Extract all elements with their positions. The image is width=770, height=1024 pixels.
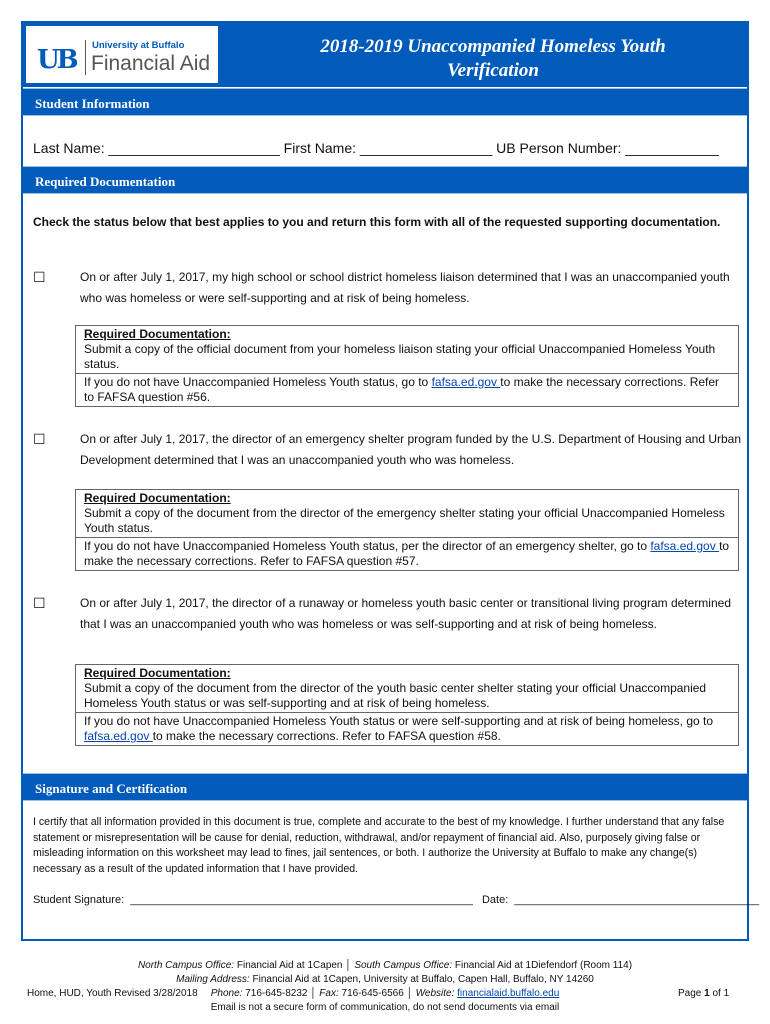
option-text: On or after July 1, 2017, the director of a runaway or homeless youth basic center or transitional living program determined that I was an unaccompanied youth who was homeless or was self-supporting and at risk of being homeless. [80, 596, 731, 631]
required-doc-box: Required Documentation: Submit a copy of the official document from your homeless liaison stating your official Unaccompanied Homeless Youth status. If you do not have Unaccompanied Homeless Youth status, go to fafsa.ed.gov to make the necessary corrections. Refer to FAFSA question #56. [75, 325, 739, 407]
header [23, 23, 747, 87]
website-link[interactable]: financialaid.buffalo.edu [457, 988, 560, 999]
required-doc-box: Required Documentation: Submit a copy of the document from the director of the emergency shelter stating your official Unaccompanied Homeless Youth status. If you do not have Unaccompanied Homeless Youth status, per the director of an emergency shelter, go to fafsa.ed.gov to make the necessary corrections. Refer to FAFSA question #57. [75, 489, 739, 571]
option-text: On or after July 1, 2017, the director of an emergency shelter program funded by the U.S. Department of Housing and Urban Development determined that I was an unaccompanied youth who was homeless. [80, 432, 742, 467]
instructions: Check the status below that best applies to you and return this form with all of the requested supporting documentation. [33, 215, 721, 229]
doc-heading: Required Documentation: [84, 491, 231, 505]
signature-date-line[interactable]: Student Signature: ________________________________________________________ Date: ________________________________________ [33, 894, 760, 906]
email-note: Email is not a secure form of communication, do not send documents via email [210, 1002, 560, 1013]
checkbox[interactable]: ☐ [33, 431, 46, 447]
fafsa-link[interactable]: fafsa.ed.gov [650, 539, 720, 553]
ub-mark: UB [37, 45, 76, 75]
footer-contact: Phone: 716-645-8232 │ Fax: 716-645-6566 │ Website: financialaid.buffalo.edu [210, 988, 560, 999]
page-title: 2018-2019 Unaccompanied Homeless Youth Verification [320, 36, 666, 81]
section-student-information: Student Information [23, 88, 747, 116]
doc-heading: Required Documentation: [84, 327, 231, 341]
name-fields[interactable]: Last Name: ______________________ First Name: _________________ UB Person Number: ____________ [33, 140, 719, 156]
option-homeless-liaison [33, 267, 743, 309]
form-frame [21, 21, 760, 941]
ub-logo [26, 26, 218, 83]
checkbox[interactable]: ☐ [33, 269, 46, 285]
doc-text: Submit a copy of the official document from your homeless liaison stating your official Unaccompanied Homeless Youth status. [84, 342, 716, 371]
page-number: Page 1 of 1 [678, 988, 730, 999]
option-emergency-shelter [33, 429, 743, 471]
checkbox[interactable]: ☐ [33, 595, 46, 611]
fafsa-link[interactable]: fafsa.ed.gov [431, 375, 501, 389]
section-required-documentation: Required Documentation [23, 166, 747, 194]
logo-financial-aid: Financial Aid [91, 52, 211, 75]
section-signature: Signature and Certification [23, 773, 747, 801]
doc-heading: Required Documentation: [84, 666, 231, 680]
option-text: On or after July 1, 2017, my high school or school district homeless liaison determined that I was an unaccompanied youth who was homeless or were self-supporting and at risk of being homeless. [80, 270, 730, 305]
footer-mailing: Mailing Address: Financial Aid at 1Capen, University at Buffalo, Capen Hall, Buffalo, NY 14260 [176, 974, 594, 985]
doc-text: Submit a copy of the document from the director of the emergency shelter stating your official Unaccompanied Homeless Youth status. [84, 506, 725, 535]
logo-divider [85, 40, 86, 75]
required-doc-box: Required Documentation: Submit a copy of the document from the director of the youth basic center shelter stating your official Unaccompanied Homeless Youth status or was self-supporting and at risk of being homeless. If you do not have Unaccompanied Homeless Youth status or were self-supporting and at risk of being homeless, go to fafsa.ed.gov to make the necessary corrections. Refer to FAFSA question #58. [75, 664, 739, 746]
option-runaway-youth-center [33, 593, 743, 635]
footer-offices: North Campus Office: Financial Aid at 1Capen │ South Campus Office: Financial Aid at 1Diefendorf (Room 114) [137, 960, 633, 971]
logo-university: University at Buffalo [92, 40, 185, 51]
doc-text: Submit a copy of the document from the director of the youth basic center shelter stating your official Unaccompanied Homeless Youth status or was self-supporting and at risk of being homeless. [84, 681, 707, 710]
certification-text: I certify that all information provided in this document is true, complete and accurate to the best of my knowledge. I further understand that any false statement or misrepresentation will be cause for denial, reduction, withdrawal, and/or repayment of financial aid. Also, purposely giving false or misleading information on this worksheet may lead to fines, jail sentences, or both. I authorize the University at Buffalo to make any change(s) necessary as a result of the updated information that I have provided. [33, 816, 725, 875]
revision-note: Home, HUD, Youth Revised 3/28/2018 [27, 988, 198, 999]
fafsa-link[interactable]: fafsa.ed.gov [84, 729, 153, 743]
